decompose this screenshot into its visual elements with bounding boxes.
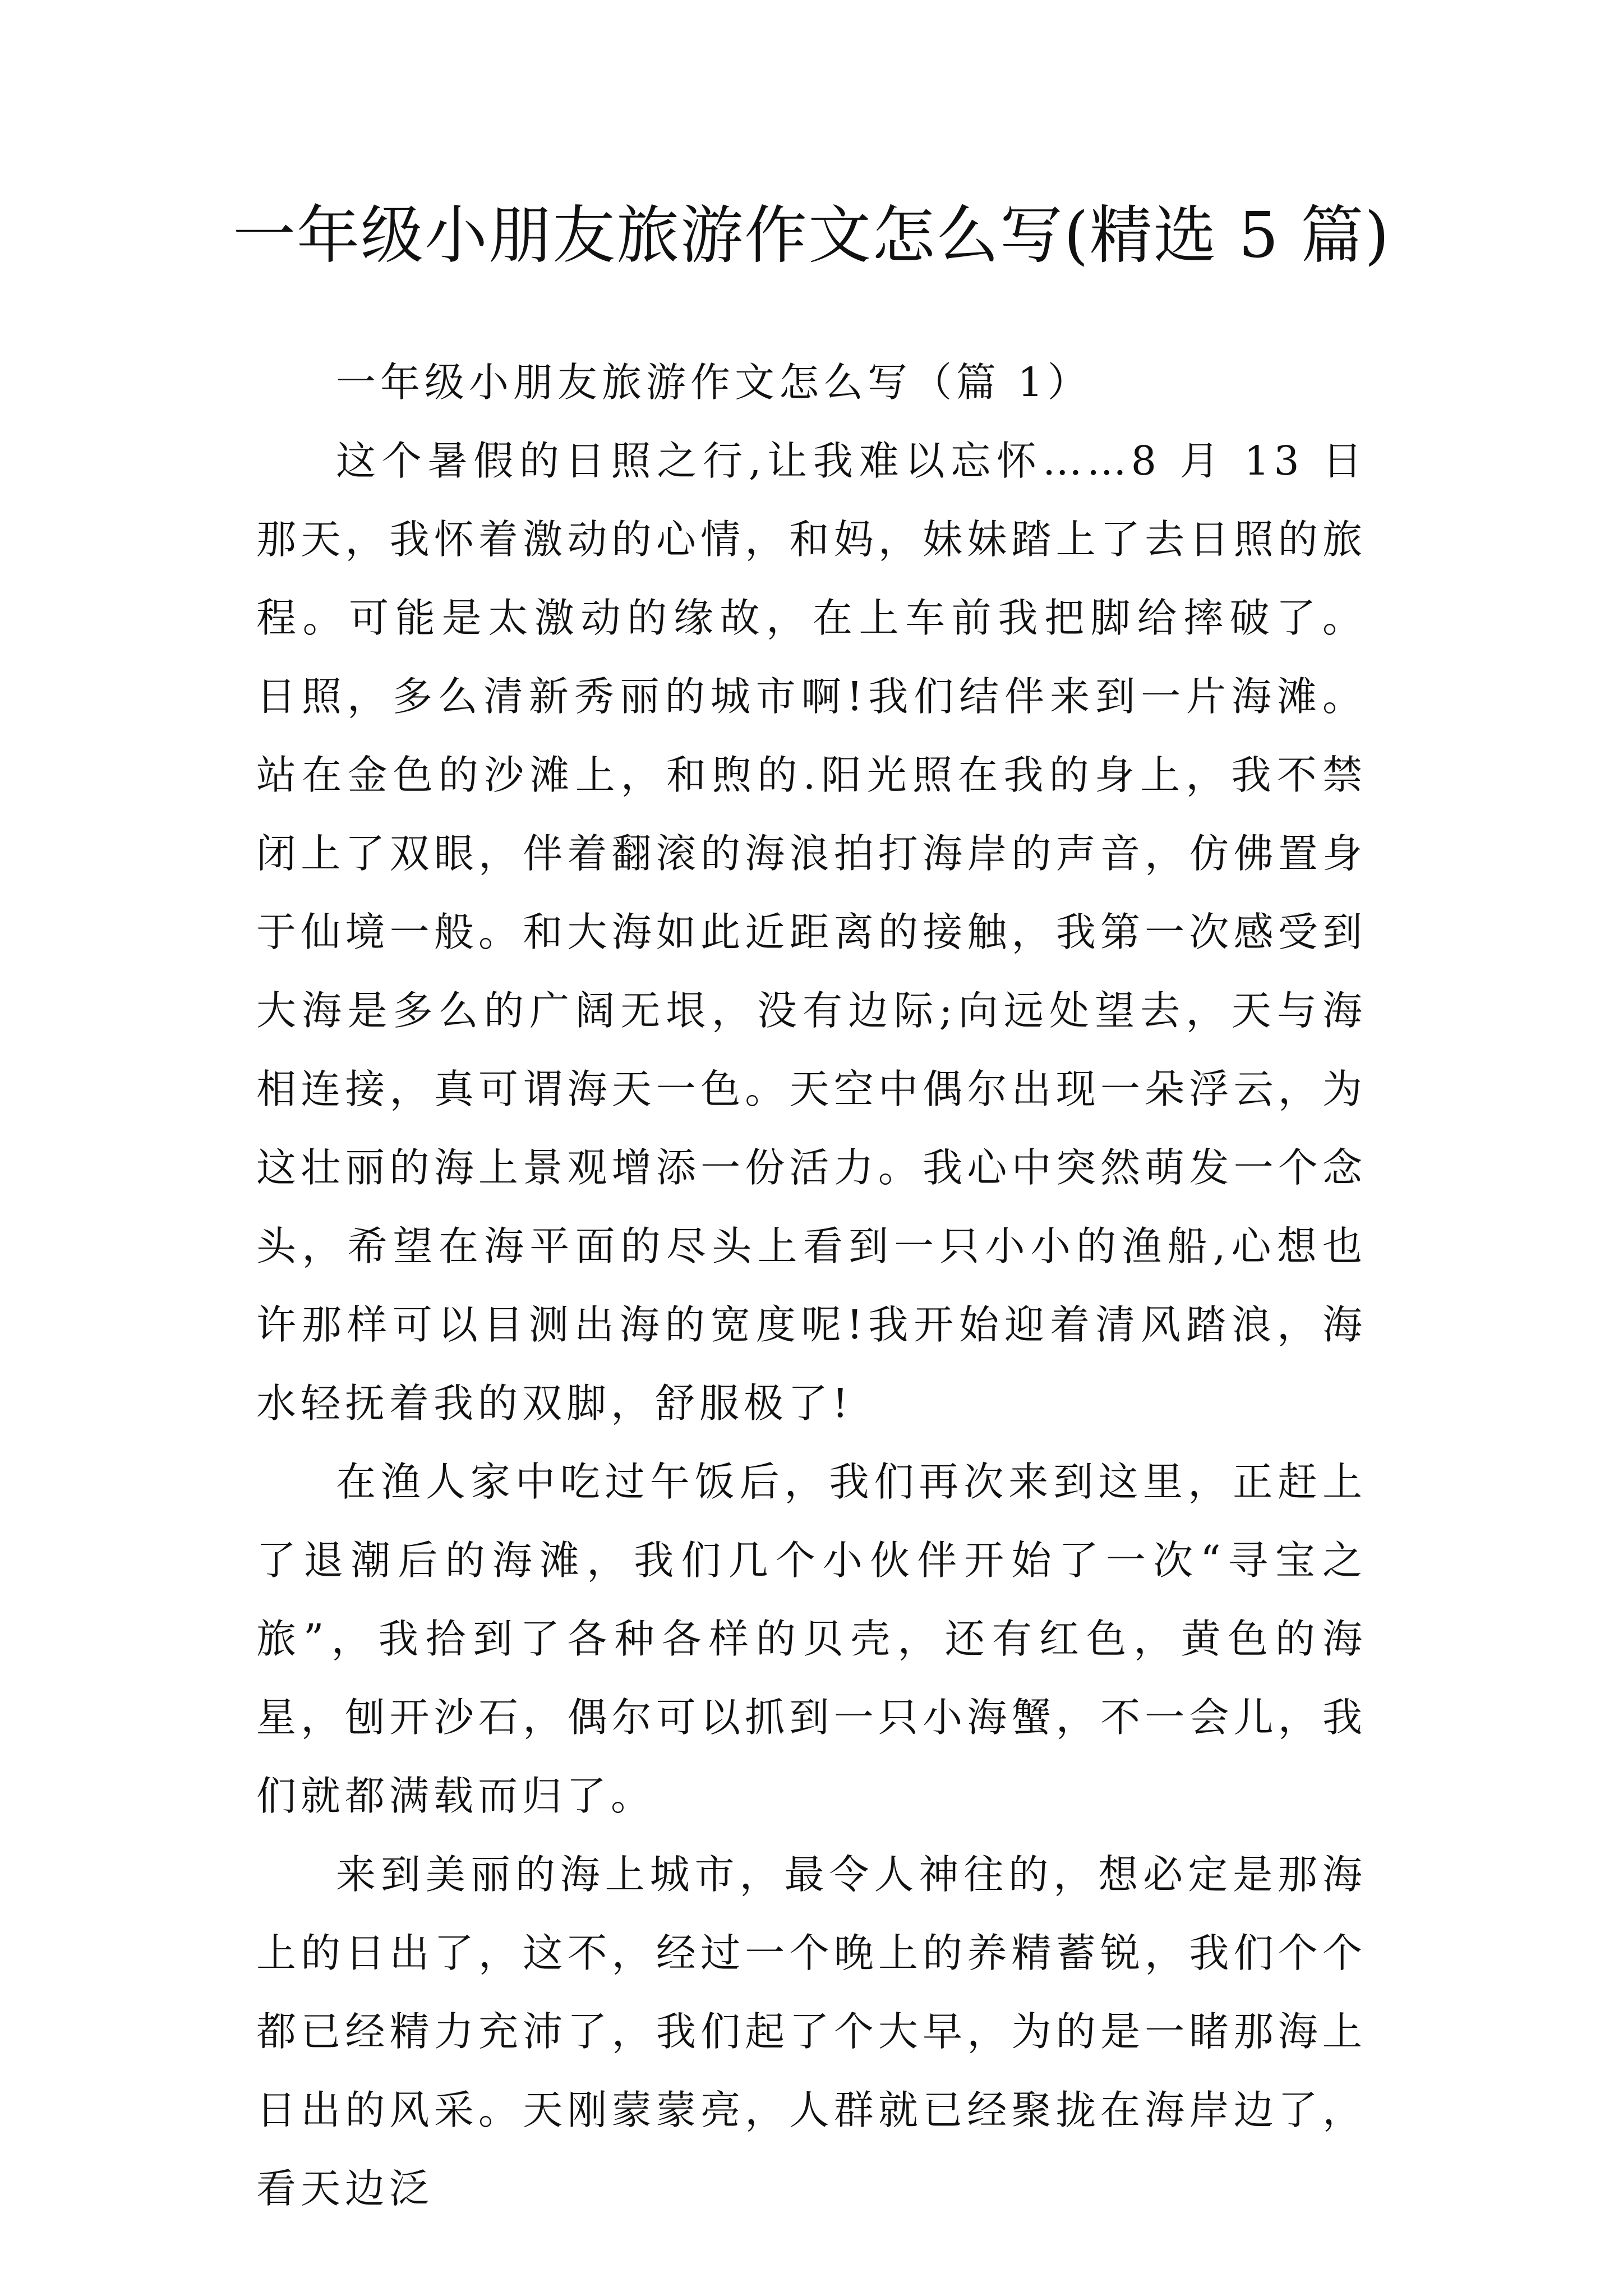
section-heading: 一年级小朋友旅游作文怎么写（篇 1） [336, 359, 1092, 406]
paragraph: 来到美丽的海上城市，最令人神往的，想必定是那海上的日出了，这不，经过一个晚上的养精蓄锐，我们个个都已经精力充沛了，我们起了个大早，为的是一睹那海上日出的风采。天刚蒙蒙亮，人群就已经聚拢在海岸边了，看天边泛 [256, 1851, 1367, 2212]
document-title: 一年级小朋友旅游作文怎么写(精选 5 篇) [233, 199, 1390, 272]
paragraph: 这个暑假的日照之行,让我难以忘怀……8 月 13 日那天，我怀着激动的心情，和妈，妹妹踏上了去日照的旅程。可能是太激动的缘故，在上车前我把脚给摔破了。 日照，多么清新秀丽的城市啊!我们结伴来到一片海滩。站在金色的沙滩上，和煦的.阳光照在我的身上，我不禁闭上了双眼，伴着翻滚的海浪拍打海岸的声音，仿佛置身于仙境一般。和大海如此近距离的接触，我第一次感受到大海是多么的广阔无垠，没有边际;向远处望去，天与海相连接，真可谓海天一色。天空中偶尔出现一朵浮云，为这壮丽的海上景观增添一份活力。我心中突然萌发一个念头，希望在海平面的尽头上看到一只小小的渔船,心想也许那样可以目测出海的宽度呢!我开始迎着清风踏浪，海水轻抚着我的双脚，舒服极了! [256, 438, 1367, 1427]
paragraph: 在渔人家中吃过午饭后，我们再次来到这里，正赶上了退潮后的海滩，我们几个小伙伴开始了一次“寻宝之旅”，我拾到了各种各样的贝壳，还有红色，黄色的海星，刨开沙石，偶尔可以抓到一只小海蟹，不一会儿，我们就都满载而归了。 [256, 1458, 1367, 1819]
document-body [256, 343, 1367, 2228]
